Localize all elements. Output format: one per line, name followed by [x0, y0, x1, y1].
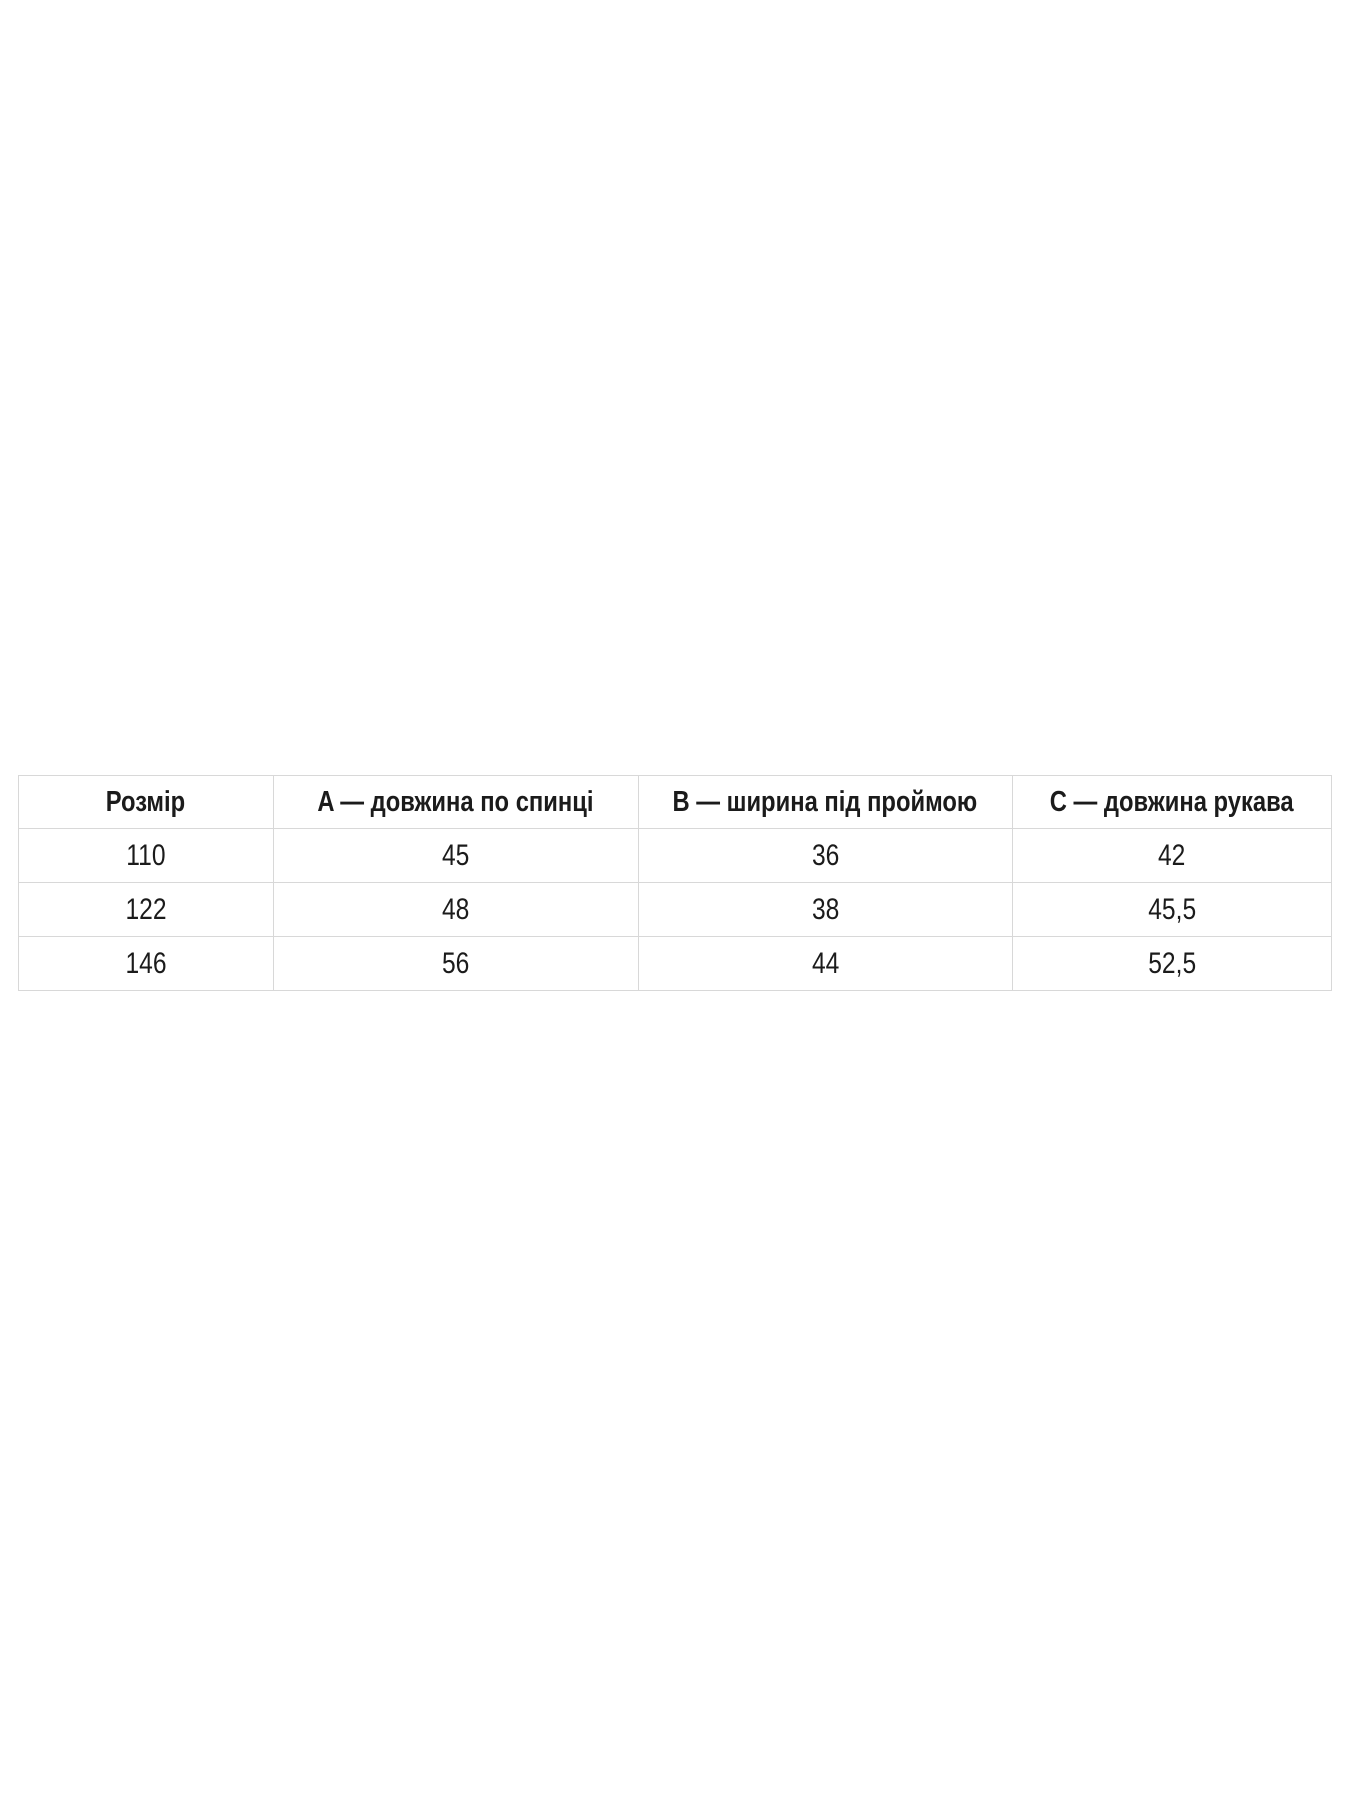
table-row — [19, 829, 1332, 883]
header-cell-underarm-width — [638, 776, 1012, 829]
size-table — [18, 775, 1332, 991]
size-table-header — [19, 776, 1332, 829]
cell-underarm-width — [638, 883, 1012, 937]
cell-sleeve-length — [1012, 829, 1331, 883]
value-sleeve-length: 42 — [1158, 838, 1186, 872]
header-label-size: Розмір — [106, 785, 186, 818]
value-underarm-width: 38 — [811, 892, 839, 926]
value-back-length: 48 — [442, 892, 470, 926]
value-underarm-width: 36 — [811, 838, 839, 872]
value-size: 110 — [126, 838, 166, 872]
cell-sleeve-length — [1012, 883, 1331, 937]
cell-back-length — [273, 883, 638, 937]
value-back-length: 56 — [442, 946, 470, 980]
table-row — [19, 883, 1332, 937]
cell-sleeve-length — [1012, 937, 1331, 991]
header-label-back-length: A — довжина по спинці — [317, 785, 594, 818]
cell-size — [19, 883, 274, 937]
cell-size — [19, 829, 274, 883]
value-sleeve-length: 45,5 — [1148, 892, 1196, 926]
value-sleeve-length: 52,5 — [1148, 946, 1196, 980]
cell-back-length — [273, 829, 638, 883]
cell-underarm-width — [638, 829, 1012, 883]
header-cell-size — [19, 776, 274, 829]
value-back-length: 45 — [442, 838, 470, 872]
header-cell-back-length — [273, 776, 638, 829]
value-underarm-width: 44 — [811, 946, 839, 980]
header-label-underarm-width: B — ширина під проймою — [672, 785, 978, 818]
size-table-body — [19, 829, 1332, 991]
cell-size — [19, 937, 274, 991]
value-size: 122 — [125, 892, 167, 926]
table-row — [19, 937, 1332, 991]
header-cell-sleeve-length — [1012, 776, 1331, 829]
header-row — [19, 776, 1332, 829]
header-label-sleeve-length: C — довжина рукава — [1050, 785, 1294, 818]
size-table-container — [18, 775, 1332, 991]
cell-back-length — [273, 937, 638, 991]
value-size: 146 — [125, 946, 167, 980]
cell-underarm-width — [638, 937, 1012, 991]
